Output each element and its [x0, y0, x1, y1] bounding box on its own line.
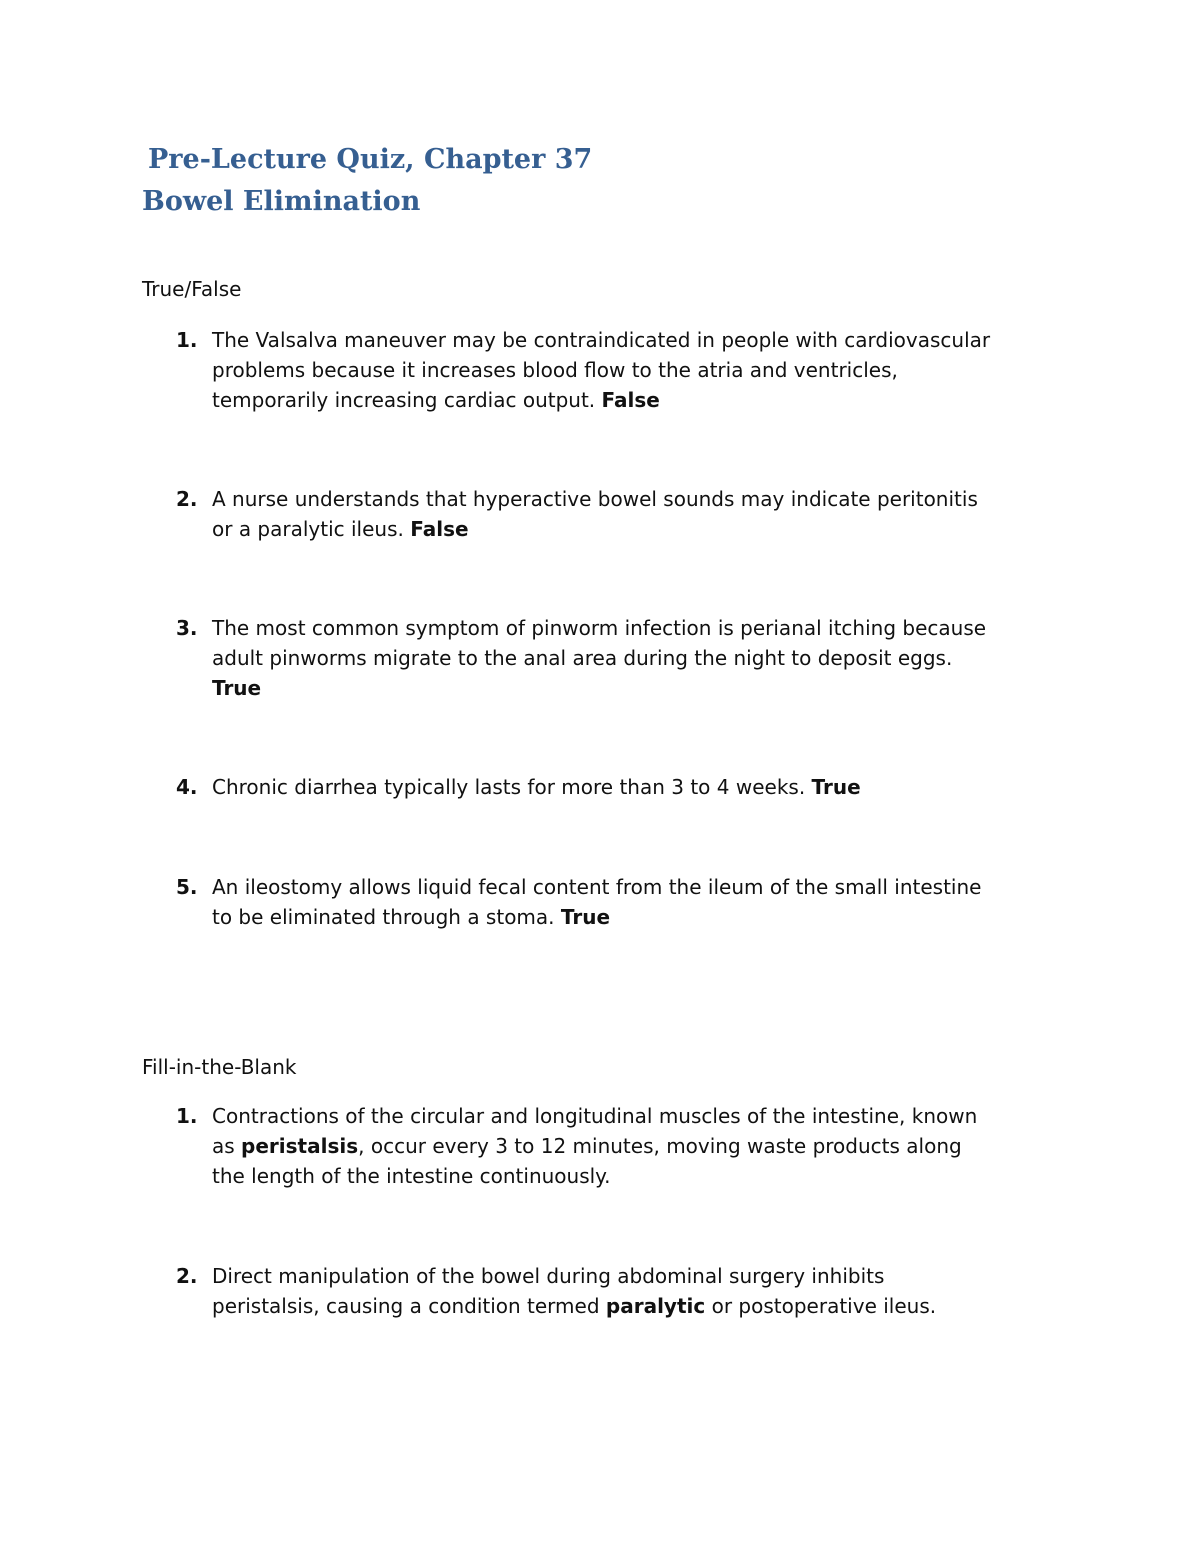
item-line-text: to be eliminated through a stoma.: [212, 905, 561, 929]
quiz-title: Pre-Lecture Quiz, Chapter 37: [148, 144, 593, 175]
fill-in-blank-heading: Fill-in-the-Blank: [142, 1055, 297, 1079]
item-line-text: or a paralytic ileus.: [212, 517, 411, 541]
item-line: An ileostomy allows liquid fecal content from the ileum of the small intestine: [212, 875, 982, 899]
item-line-text: as: [212, 1134, 242, 1158]
item-line: The most common symptom of pinworm infection is perianal itching because: [212, 616, 987, 640]
item-line: Direct manipulation of the bowel during abdominal surgery inhibits: [212, 1264, 885, 1288]
true-false-heading: True/False: [142, 277, 242, 301]
fill-in-blank-item-2: [176, 1261, 1076, 1321]
answer: peristalsis: [241, 1134, 359, 1158]
item-line: adult pinworms migrate to the anal area during the night to deposit eggs.: [212, 646, 953, 670]
item-number: 5.: [176, 875, 198, 899]
item-line-text: Chronic diarrhea typically lasts for more than 3 to 4 weeks.: [212, 775, 812, 799]
item-text: [212, 772, 1076, 802]
item-text: [212, 1101, 1076, 1191]
item-line-with-answer: [212, 1131, 1076, 1161]
item-text: [212, 872, 1076, 932]
chapter-topic-title: Bowel Elimination: [142, 186, 421, 217]
item-text: [212, 484, 1076, 544]
answer: True: [811, 775, 861, 799]
answer: True: [212, 676, 262, 700]
item-number: 1.: [176, 1104, 198, 1128]
item-number: 1.: [176, 328, 198, 352]
true-false-item-3: [176, 613, 1076, 703]
true-false-item-5: [176, 872, 1076, 932]
item-number: 2.: [176, 1264, 198, 1288]
item-line: A nurse understands that hyperactive bowel sounds may indicate peritonitis: [212, 487, 978, 511]
true-false-item-4: [176, 772, 1076, 802]
item-number: 3.: [176, 616, 198, 640]
item-text: [212, 1261, 1076, 1321]
item-number: 4.: [176, 775, 198, 799]
item-line-with-answer: [212, 902, 1076, 932]
item-line-with-answer: [212, 1291, 1076, 1321]
answer: False: [410, 517, 469, 541]
item-line-with-answer: [212, 514, 1076, 544]
item-line-text: , occur every 3 to 12 minutes, moving waste products along: [358, 1134, 962, 1158]
item-line-with-answer: [212, 385, 1076, 415]
item-line: problems because it increases blood flow to the atria and ventricles,: [212, 358, 898, 382]
item-line-with-answer: [212, 772, 1076, 802]
item-line: the length of the intestine continuously.: [212, 1164, 611, 1188]
answer: False: [601, 388, 660, 412]
item-line-text: peristalsis, causing a condition termed: [212, 1294, 606, 1318]
item-line-text: or postoperative ileus.: [705, 1294, 937, 1318]
item-text: [212, 613, 1076, 703]
item-line: The Valsalva maneuver may be contraindicated in people with cardiovascular: [212, 328, 991, 352]
item-line: Contractions of the circular and longitudinal muscles of the intestine, known: [212, 1104, 978, 1128]
fill-in-blank-item-1: [176, 1101, 1076, 1191]
item-text: [212, 325, 1076, 415]
true-false-item-1: [176, 325, 1076, 415]
answer: True: [560, 905, 611, 929]
item-line-text: temporarily increasing cardiac output.: [212, 388, 602, 412]
answer: paralytic: [605, 1294, 706, 1318]
item-number: 2.: [176, 487, 198, 511]
true-false-item-2: [176, 484, 1076, 544]
